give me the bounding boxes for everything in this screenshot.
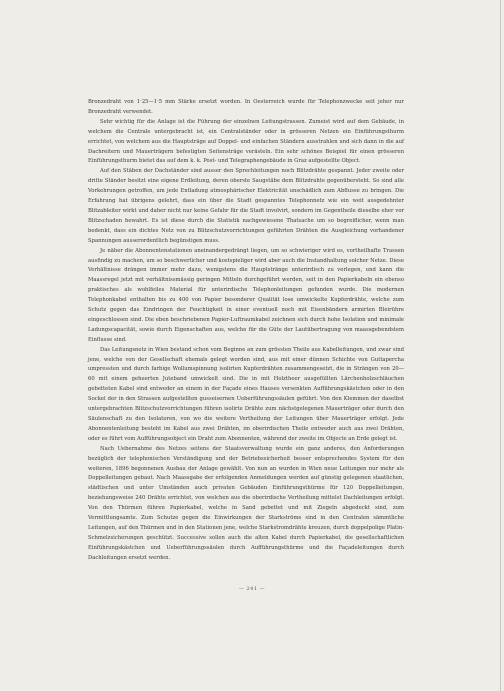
paragraph: Das Leitungsnetz in Wien bestand schon vom Beginne an zum grössten Theile aus Kabelleitungen, und zwar sind jene, welche von der Gesellschaft ehemals gelegt worden sind, aus mit einer dünnen Schichte von Guttapercha umpressten und durch farbige Wollumspinnung isolirten Kupferdrähten zusammengesetzt, die in Strängen von 20—60 mit einem geheerten Juteband umwickelt sind. Die in mit Holztheer ausgefüllten Lärchenholzschläuchen gebetteten Kabel sind entweder an einem in der Façade eines Hauses versenkten Aufführungskästchen oder in den Sockel der in den Strassen aufgestellten gusseisernen Ueberführungssäulen geführt. Von den Klemmen der daselbst untergebrachten Blitzschutzvorrichtungen führen isolirte Drähte zum nächstgelegenen Mauerträger oder durch den Säulenschaft zu den Isolatoren, von wo die weitere Vertheilung der Leitungen über Mauerträger erfolgt. Jede Abonnentenleitung besteht im Kabel aus zwei Drähten, im oberirdischen Theile entweder auch aus zwei Drähten, oder es führt vom Aufführungsobject ein Draht zum Abonnenten, während der zweite im Objecte an Erde gelegt ist. [88, 346, 404, 442]
page-number: — 241 — [238, 586, 266, 592]
paragraph: Nach Uebernahme des Netzes seitens der Staatsverwaltung wurde ein ganz anderes, den Anforderungen bezüglich der telephonischen Verständigung und der Betriebssicherheit besser entsprechendes System für den weiteren, 1896 begonnenen Ausbau der Anlage gewählt. Von nun an wurden in Wien neue Leitungen nur mehr als Doppelleitungen gebaut. Nach Maassgabe der erfolgenden Anmeldungen werden auf günstig gelegenen staatlichen, städtischen und unter Umständen auch privaten Gebäuden Einführungsthürme für 120 Doppelleitungen, beziehungsweise 240 Drähte errichtet, von welchen aus die oberirdische Vertheilung mittelst Dachleitungen erfolgt. Von den Thürmen führen Papierkabel, welche in Sand gebettet und mit Ziegeln abgedeckt sind, zum Vermittlungsamte. Zum Schutze gegen die Einwirkungen der Starkströme sind in den Centralen sämmtliche Leitungen, auf den Thürmen und in den Stationen jene, welche Starkstromdrähte kreuzen, durch doppelpolige Platin-Schmelzsicherungen geschützt. Successive sollen auch die alten Kabel durch Papierkabel, die gesellschaftlichen Einführungskästchen und Ueberführungssäulen durch Aufführungsthürme und die Façadeleitungen durch Dachleitungen ersetzt werden. [88, 445, 404, 561]
paragraph: Je näher die Abonnentenstationen aneinandergedrängt liegen, um so schwieriger wird es, vortheilhafte Trassen ausfindig zu machen, um so beschwerlicher und kostspieliger wird aber auch die Instandhaltung solcher Netze. Diese Verhältnisse drängen immer mehr dazu, wenigstens die Hauptstränge unterirdisch zu verlegen, und kann die Maassregel jetzt mit verhältnissmässig geringen Mitteln durchgeführt werden, seit in den Papierkabeln ein ebenso praktisches als wohlfeiles Material für unterirdische Telephonleitungen gefunden wurde. Die modernen Telephonkabel enthalten bis zu 400 von Papier besonderer Qualität lose umwickelte Kupferdrähte, welche zum Schutz gegen das Eindringen der Feuchtigkeit in einer eventuell noch mit Eisenbändern armirten Bleirühre eingeschlossen sind. Die eben beschriebenen Papier-Luftraumkabel zeichnen sich durch hohe Isolation und minimale Ladungscapacität, sowie durch Eigenschaften aus, welche für die Güte der Lautübertragung von maassgebendstem Einflusse sind. [88, 247, 404, 343]
paragraph: Sehr wichtig für die Anlage ist die Führung der einzelnen Leitungstrassen. Zumeist wird auf dem Gebäude, in welchem die Centrale untergebracht ist, ein Centralständer oder in grösseren Netzen ein Einführungsthurm errichtet, von welchem aus die Hauptsträge auf Doppel- und einfachen Ständern ausstrahlen und sich dann in die auf Dachreitern und Mauerträgern befestigten Seitensträge verästeln. Ein sehr schönes Beispiel für einen grösseren Einführungsthurm bietet das auf dem k. k. Post- und Telegraphengebäude in Graz aufgestellte Object. [88, 118, 404, 165]
body-text [88, 98, 404, 564]
paragraph: Auf den Stäben der Dachständer sind ausser den Sprechleitungen noch Blitzdrähte gespannt. Jeder zweite oder dritte Ständer besitzt eine eigene Erdleitung, deren oberste Saugstäbe dem Blitzdrahte gegenübersteht. So sind alle Vorkehrungen getroffen, um jede Entladung atmosphärischer Elektricität unschädlich zum Abflusse zu bringen. Die Erfahrung hat übrigens gelehrt, dass ein über die Stadt gespanntes Telephonnetz wie ein weit ausgedehnter Blitzableiter wirkt und daher nicht nur keine Gefahr für die Stadt involvirt, sondern im Gegentheile dieselbe eher vor Blitzschaden bewahrt. Es ist diese durch die Statistik nachgewiesene Thatsache um so begreiflicher, wenn man bedenkt, dass ein dichtes Netz von zu Blitzschutzvorrichtungen geführten Drähten die Ausgleichung vorhandener Spannungen ausserordentlich begünstigen muss. [88, 168, 404, 244]
paragraph: Bronzedraht von 1·25—1·5 mm Stärke ersetzt worden. In Oesterreich wurde für Telephonzwecke seit jeher nur Bronzedraht verwendet. [88, 99, 404, 115]
